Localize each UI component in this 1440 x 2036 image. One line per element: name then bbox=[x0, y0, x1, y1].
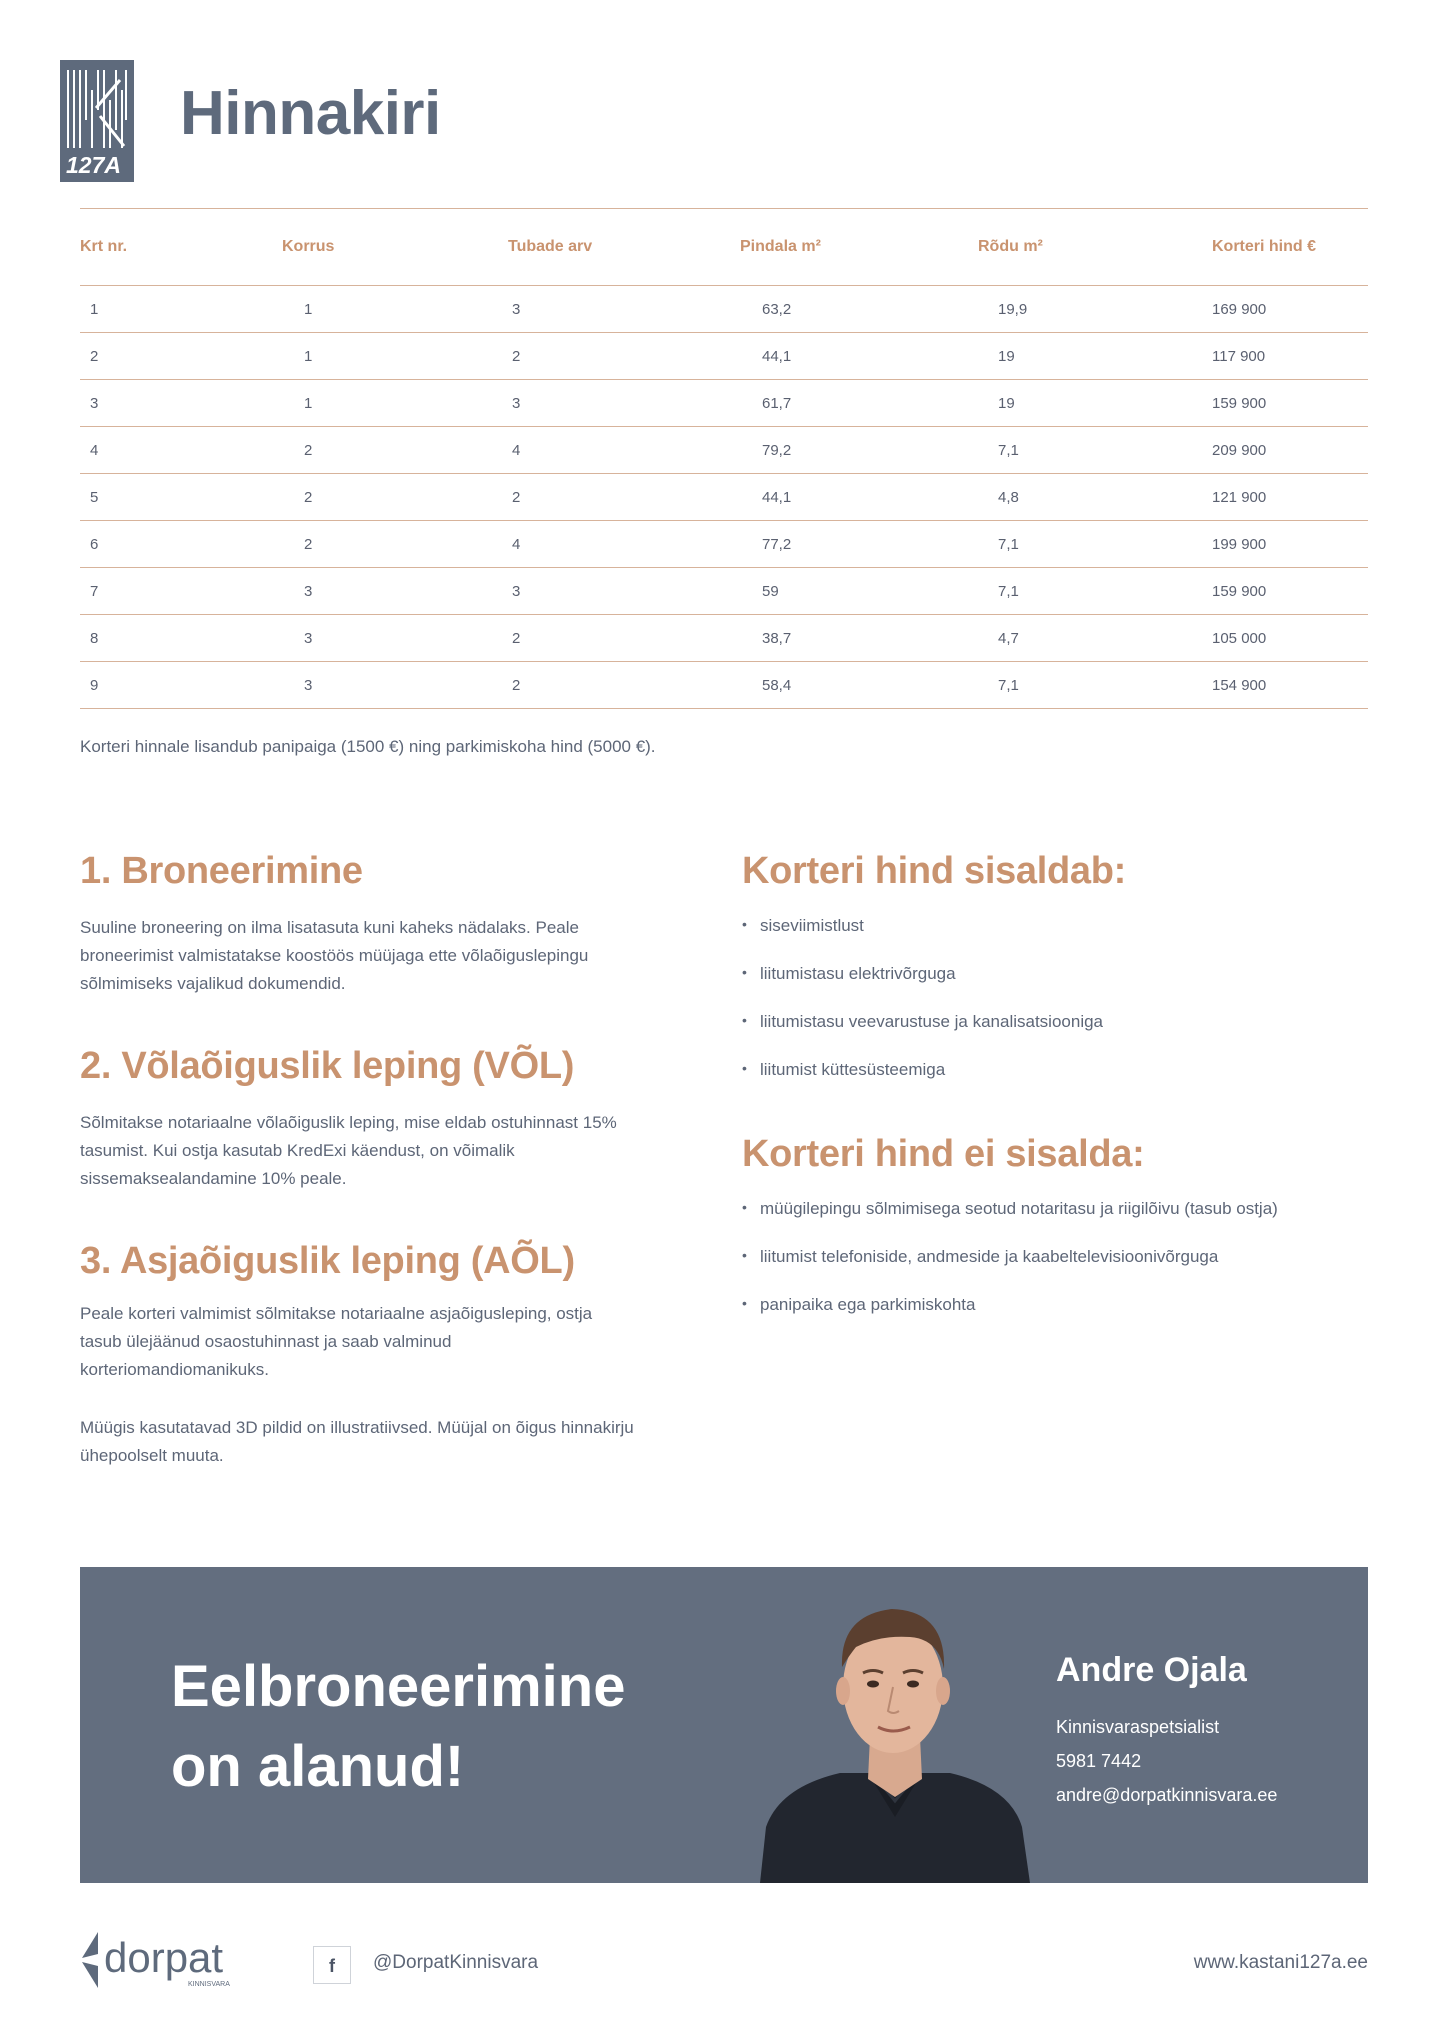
step-text bbox=[80, 1300, 592, 1384]
table-cell: 1 bbox=[80, 286, 282, 333]
table-cell: 169 900 bbox=[1212, 286, 1368, 333]
disclaimer-line: ühepoolselt muuta. bbox=[80, 1446, 224, 1465]
table-row bbox=[80, 615, 1368, 662]
table-cell: 1 bbox=[282, 286, 508, 333]
step-line: tasumist. Kui ostja kasutab KredExi käendust, on võimalik bbox=[80, 1141, 515, 1160]
agent-email[interactable]: andre@dorpatkinnisvara.ee bbox=[1056, 1785, 1278, 1805]
includes-list bbox=[742, 916, 1103, 1108]
table-cell: 4,7 bbox=[978, 615, 1212, 662]
step-line: broneerimist valmistatakse koostöös müüjaga ette võlaõiguslepingu bbox=[80, 946, 589, 965]
table-cell: 3 bbox=[508, 568, 740, 615]
table-cell: 2 bbox=[282, 427, 508, 474]
table-row bbox=[80, 286, 1368, 333]
table-cell: 154 900 bbox=[1212, 662, 1368, 709]
agent-role: Kinnisvaraspetsialist bbox=[1056, 1717, 1220, 1737]
table-cell: 2 bbox=[508, 474, 740, 521]
table-cell: 4 bbox=[508, 427, 740, 474]
step-line: korteriomandiomanikuks. bbox=[80, 1360, 269, 1379]
list-item: • siseviimistlust bbox=[742, 916, 1103, 964]
banner-title-line: Eelbroneerimine bbox=[171, 1654, 626, 1719]
disclaimer bbox=[80, 1414, 634, 1470]
table-cell: 1 bbox=[282, 333, 508, 380]
price-table bbox=[80, 208, 1368, 709]
table-cell: 117 900 bbox=[1212, 333, 1368, 380]
table-cell: 3 bbox=[508, 286, 740, 333]
table-cell: 2 bbox=[80, 333, 282, 380]
table-cell: 38,7 bbox=[740, 615, 978, 662]
table-cell: 61,7 bbox=[740, 380, 978, 427]
table-row bbox=[80, 521, 1368, 568]
agent-name: Andre Ojala bbox=[1056, 1651, 1247, 1689]
price-note: Korteri hinnale lisandub panipaiga (1500 €) ning parkimiskoha hind (5000 €). bbox=[80, 737, 656, 756]
step-line: sissemaksealandamine 10% peale. bbox=[80, 1169, 347, 1188]
step-text bbox=[80, 914, 588, 998]
table-cell: 159 900 bbox=[1212, 380, 1368, 427]
table-cell: 19 bbox=[978, 380, 1212, 427]
table-cell: 2 bbox=[508, 662, 740, 709]
table-cell: 5 bbox=[80, 474, 282, 521]
table-cell: 121 900 bbox=[1212, 474, 1368, 521]
table-row bbox=[80, 662, 1368, 709]
table-cell: 4,8 bbox=[978, 474, 1212, 521]
table-cell: 3 bbox=[282, 568, 508, 615]
table-cell: 19 bbox=[978, 333, 1212, 380]
banner-title bbox=[171, 1647, 625, 1807]
table-cell: 8 bbox=[80, 615, 282, 662]
table-cell: 6 bbox=[80, 521, 282, 568]
table-cell: 1 bbox=[282, 380, 508, 427]
table-row bbox=[80, 333, 1368, 380]
table-cell: 2 bbox=[508, 615, 740, 662]
table-cell: 63,2 bbox=[740, 286, 978, 333]
disclaimer-line: Müügis kasutatavad 3D pildid on illustratiivsed. Müüjal on õigus hinnakirju bbox=[80, 1418, 634, 1437]
step-line: sõlmimiseks vajalikud dokumendid. bbox=[80, 974, 346, 993]
list-item: • panipaika ega parkimiskohta bbox=[742, 1295, 1278, 1343]
step-line: Sõlmitakse notariaalne võlaõiguslik leping, mise eldab ostuhinnast 15% bbox=[80, 1113, 617, 1132]
table-header-row bbox=[80, 209, 1368, 286]
banner-title-line: on alanud! bbox=[171, 1734, 465, 1799]
website-link[interactable]: www.kastani127a.ee bbox=[1193, 1952, 1368, 1973]
table-cell: 7 bbox=[80, 568, 282, 615]
table-cell: 19,9 bbox=[978, 286, 1212, 333]
step-title: 2. Võlaõiguslik leping (VÕL) bbox=[80, 1045, 575, 1087]
table-cell: 59 bbox=[740, 568, 978, 615]
table-cell: 58,4 bbox=[740, 662, 978, 709]
table-row bbox=[80, 474, 1368, 521]
table-cell: 7,1 bbox=[978, 427, 1212, 474]
table-cell: 3 bbox=[282, 615, 508, 662]
table-cell: 79,2 bbox=[740, 427, 978, 474]
facebook-handle[interactable]: @DorpatKinnisvara bbox=[373, 1952, 539, 1973]
dorpat-subtitle: KINNISVARA bbox=[188, 1981, 230, 1988]
table-cell: 2 bbox=[282, 521, 508, 568]
dorpat-logo[interactable] bbox=[80, 1928, 240, 1997]
table-cell: 9 bbox=[80, 662, 282, 709]
table-cell: 159 900 bbox=[1212, 568, 1368, 615]
column-header: Korrus bbox=[282, 209, 508, 286]
table-cell: 2 bbox=[282, 474, 508, 521]
table-cell: 77,2 bbox=[740, 521, 978, 568]
table-cell: 3 bbox=[508, 380, 740, 427]
table-cell: 44,1 bbox=[740, 333, 978, 380]
list-item: • müügilepingu sõlmimisega seotud notaritasu ja riigilõivu (tasub ostja) bbox=[742, 1199, 1278, 1247]
table-cell: 7,1 bbox=[978, 662, 1212, 709]
column-header: Korteri hind € bbox=[1212, 209, 1368, 286]
step-title: 1. Broneerimine bbox=[80, 850, 363, 892]
brand-logo bbox=[60, 60, 134, 182]
logo-text: 127A bbox=[66, 152, 121, 178]
table-cell: 7,1 bbox=[978, 568, 1212, 615]
table-cell: 209 900 bbox=[1212, 427, 1368, 474]
table-cell: 4 bbox=[508, 521, 740, 568]
list-item: • liitumist küttesüsteemiga bbox=[742, 1060, 1103, 1108]
step-line: tasub ülejäänud osaostuhinnast ja saab valminud bbox=[80, 1332, 452, 1351]
column-header: Tubade arv bbox=[508, 209, 740, 286]
table-cell: 4 bbox=[80, 427, 282, 474]
column-header: Krt nr. bbox=[80, 209, 282, 286]
table-cell: 2 bbox=[508, 333, 740, 380]
table-row bbox=[80, 427, 1368, 474]
table-row bbox=[80, 380, 1368, 427]
table-row bbox=[80, 568, 1368, 615]
table-cell: 3 bbox=[282, 662, 508, 709]
step-title: 3. Asjaõiguslik leping (AÕL) bbox=[80, 1240, 575, 1282]
agent-phone[interactable]: 5981 7442 bbox=[1056, 1751, 1142, 1771]
list-item: • liitumistasu elektrivõrguga bbox=[742, 964, 1103, 1012]
list-item: • liitumist telefoniside, andmeside ja kaabeltelevisioonivõrguga bbox=[742, 1247, 1278, 1295]
excludes-title: Korteri hind ei sisalda: bbox=[742, 1133, 1145, 1175]
table-cell: 105 000 bbox=[1212, 615, 1368, 662]
page-title: Hinnakiri bbox=[180, 79, 441, 148]
facebook-icon[interactable]: f bbox=[313, 1946, 351, 1984]
dorpat-wordmark: dorpat bbox=[104, 1934, 224, 1981]
table-cell: 199 900 bbox=[1212, 521, 1368, 568]
excludes-list bbox=[742, 1199, 1278, 1343]
step-text bbox=[80, 1109, 617, 1193]
table-cell: 7,1 bbox=[978, 521, 1212, 568]
step-line: Suuline broneering on ilma lisatasuta kuni kaheks nädalaks. Peale bbox=[80, 918, 579, 937]
step-line: Peale korteri valmimist sõlmitakse notariaalne asjaõigusleping, ostja bbox=[80, 1304, 593, 1323]
includes-title: Korteri hind sisaldab: bbox=[742, 850, 1127, 892]
table-cell: 3 bbox=[80, 380, 282, 427]
prebooking-banner bbox=[80, 1567, 1368, 1883]
agent-photo bbox=[760, 1587, 1030, 1883]
list-item: • liitumistasu veevarustuse ja kanalisatsiooniga bbox=[742, 1012, 1103, 1060]
column-header: Pindala m² bbox=[740, 209, 978, 286]
column-header: Rõdu m² bbox=[978, 209, 1212, 286]
table-cell: 44,1 bbox=[740, 474, 978, 521]
